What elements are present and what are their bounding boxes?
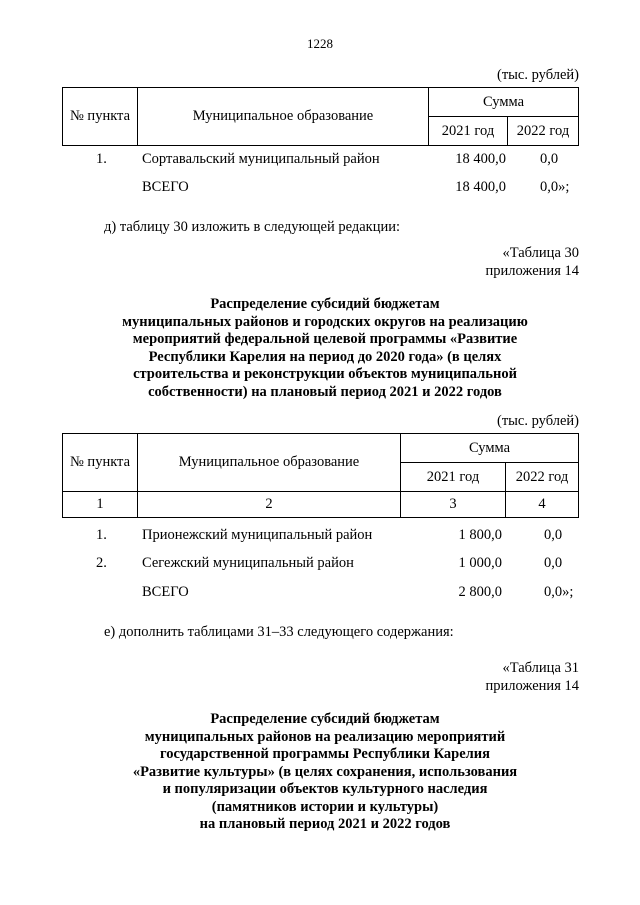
row-2022: 0,0 xyxy=(544,527,563,543)
row-name: ВСЕГО xyxy=(142,179,189,195)
row-2022: 0,0»; xyxy=(544,584,574,600)
header-sum: Сумма xyxy=(401,434,579,463)
table30-caption: «Таблица 30 приложения 14 xyxy=(485,245,579,279)
col-number-3: 3 xyxy=(401,492,506,518)
table-row xyxy=(0,527,640,547)
row-name: Прионежский муниципальный район xyxy=(142,527,373,543)
header-sum: Сумма xyxy=(429,88,579,117)
row-2021: 18 400,0 xyxy=(455,179,506,195)
row-2021: 18 400,0 xyxy=(455,151,506,167)
table30-header xyxy=(62,433,579,518)
header-2022: 2022 год xyxy=(508,117,579,146)
header-num: № пункта xyxy=(63,434,138,492)
table30-title: Распределение субсидий бюджетам муниципальных районов и городских округов на реализацию мероприятий федеральной целевой программы «Развитие Республики Карелия на период до 2020 года» (в целях строительства и реконструкции объектов муниципальной собственности) на плановый период 2021 и 2022 годов xyxy=(122,296,528,400)
table-row xyxy=(0,179,640,199)
page-number: 1228 xyxy=(307,36,333,51)
paragraph-d: д) таблицу 30 изложить в следующей редакции: xyxy=(104,219,401,235)
row-2021: 2 800,0 xyxy=(458,584,502,600)
table-row xyxy=(0,555,640,575)
row-name: Сортавальский муниципальный район xyxy=(142,151,380,167)
header-num: № пункта xyxy=(63,88,138,146)
table-top-header xyxy=(62,87,579,146)
row-2021: 1 800,0 xyxy=(458,527,502,543)
header-name: Муниципальное образование xyxy=(138,434,401,492)
paragraph-e: е) дополнить таблицами 31–33 следующего содержания: xyxy=(104,624,454,640)
table-row xyxy=(0,151,640,171)
header-2021: 2021 год xyxy=(429,117,508,146)
header-name: Муниципальное образование xyxy=(138,88,429,146)
row-num: 1. xyxy=(96,527,107,543)
col-number-4: 4 xyxy=(506,492,579,518)
table-row xyxy=(0,584,640,604)
col-number-1: 1 xyxy=(63,492,138,518)
row-name: Сегежский муниципальный район xyxy=(142,555,354,571)
row-2021: 1 000,0 xyxy=(458,555,502,571)
table31-caption: «Таблица 31 приложения 14 xyxy=(485,660,579,694)
row-2022: 0,0 xyxy=(540,151,559,167)
table31-title: Распределение субсидий бюджетам муниципальных районов на реализацию мероприятий государственной программы Республики Карелия «Развитие культуры» (в целях сохранения, использования и популяризации объектов культурного наследия (памятников истории и культуры) на плановый период 2021 и 2022 годов xyxy=(132,711,518,832)
row-num: 2. xyxy=(96,555,107,571)
unit-label-t30: (тыс. рублей) xyxy=(497,413,579,429)
header-2021: 2021 год xyxy=(401,463,506,492)
row-name: ВСЕГО xyxy=(142,584,189,600)
row-2022: 0,0»; xyxy=(540,179,570,195)
row-num: 1. xyxy=(96,151,107,167)
col-number-2: 2 xyxy=(138,492,401,518)
header-2022: 2022 год xyxy=(506,463,579,492)
unit-label-top: (тыс. рублей) xyxy=(497,67,579,83)
row-2022: 0,0 xyxy=(544,555,563,571)
